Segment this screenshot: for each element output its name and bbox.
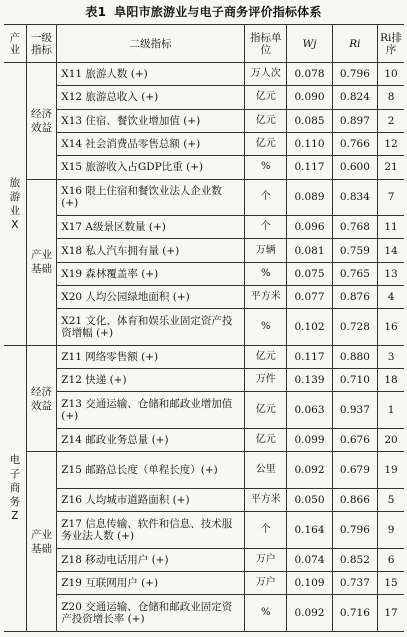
level1-cell: 经济效益 — [26, 63, 57, 180]
unit-cell: 个 — [245, 512, 287, 549]
unit-cell: % — [245, 309, 287, 346]
indicator-cell: Z15 邮路总长度（单程长度）(+) — [57, 452, 245, 489]
r-cell: 0.765 — [332, 262, 377, 285]
unit-cell: 个 — [245, 179, 287, 216]
table-row — [4, 488, 404, 511]
header-level2: 二级指标 — [57, 25, 245, 63]
weight-cell: 0.081 — [287, 239, 332, 262]
weight-cell: 0.102 — [287, 309, 332, 346]
table-caption — [0, 3, 407, 20]
indicator-cell: X12 旅游总收入 (+) — [57, 86, 245, 109]
indicator-cell: X17 A级景区数量 (+) — [57, 216, 245, 239]
weight-cell: 0.075 — [287, 262, 332, 285]
header-r: Ri — [332, 25, 377, 63]
weight-cell: 0.063 — [287, 392, 332, 429]
r-cell: 0.728 — [332, 309, 377, 346]
r-cell: 0.679 — [332, 452, 377, 489]
unit-cell: 公里 — [245, 452, 287, 489]
indicator-cell: Z18 移动电话用户 (+) — [57, 548, 245, 571]
table-row — [4, 86, 404, 109]
weight-cell: 0.077 — [287, 286, 332, 309]
unit-cell: 亿元 — [245, 132, 287, 155]
indicator-cell: X11 旅游人数 (+) — [57, 63, 245, 86]
r-cell: 0.600 — [332, 156, 377, 179]
rank-cell: 7 — [378, 179, 404, 216]
level1-cell: 产业基础 — [26, 179, 57, 345]
level1-cell: 经济效益 — [26, 345, 57, 451]
unit-cell: 万辆 — [245, 239, 287, 262]
table-row — [4, 369, 404, 392]
rank-cell: 2 — [378, 109, 404, 132]
indicator-cell: Z17 信息传输、软件和信息、技术服务业法人数 (+) — [57, 512, 245, 549]
indicator-cell: X18 私人汽车拥有量 (+) — [57, 239, 245, 262]
weight-cell: 0.090 — [287, 86, 332, 109]
r-cell: 0.716 — [332, 595, 377, 632]
table-row — [4, 179, 404, 216]
indicator-cell: X13 住宿、餐饮业增加值 (+) — [57, 109, 245, 132]
indicator-cell: Z16 人均城市道路面积 (+) — [57, 488, 245, 511]
unit-cell: 万人次 — [245, 63, 287, 86]
indicator-cell: Z20 交通运输、仓储和邮政业固定资产投资增长率 (+) — [57, 595, 245, 632]
weight-cell: 0.096 — [287, 216, 332, 239]
table-title: 阜阳市旅游业与电子商务评价指标体系 — [114, 5, 322, 19]
weight-cell: 0.092 — [287, 595, 332, 632]
table-row — [4, 571, 404, 594]
unit-cell: % — [245, 595, 287, 632]
unit-cell: 万户 — [245, 571, 287, 594]
rank-cell: 12 — [378, 132, 404, 155]
weight-cell: 0.099 — [287, 428, 332, 451]
r-cell: 0.937 — [332, 392, 377, 429]
weight-cell: 0.078 — [287, 63, 332, 86]
unit-cell: 亿元 — [245, 428, 287, 451]
rank-cell: 8 — [378, 86, 404, 109]
table-row — [4, 262, 404, 285]
r-cell: 0.876 — [332, 286, 377, 309]
industry-cell: 电子商务Z — [4, 345, 26, 631]
indicator-cell: Z12 快递 (+) — [57, 369, 245, 392]
indicator-cell: Z11 网络零售额 (+) — [57, 345, 245, 368]
header-industry: 产业 — [4, 25, 26, 63]
unit-cell: 平方米 — [245, 488, 287, 511]
r-cell: 0.880 — [332, 345, 377, 368]
unit-cell: 亿元 — [245, 345, 287, 368]
rank-cell: 15 — [378, 571, 404, 594]
rank-cell: 5 — [378, 488, 404, 511]
weight-cell: 0.074 — [287, 548, 332, 571]
weight-cell: 0.164 — [287, 512, 332, 549]
indicator-cell: X15 旅游收入占GDP比重 (+) — [57, 156, 245, 179]
r-cell: 0.737 — [332, 571, 377, 594]
unit-cell: 万户 — [245, 548, 287, 571]
header-weight: Wj — [287, 25, 332, 63]
unit-cell: 个 — [245, 216, 287, 239]
r-cell: 0.759 — [332, 239, 377, 262]
table-row — [4, 286, 404, 309]
header-unit: 指标单位 — [245, 25, 287, 63]
unit-cell: % — [245, 156, 287, 179]
weight-cell: 0.085 — [287, 109, 332, 132]
rank-cell: 14 — [378, 239, 404, 262]
weight-cell: 0.092 — [287, 452, 332, 489]
r-cell: 0.834 — [332, 179, 377, 216]
weight-cell: 0.117 — [287, 345, 332, 368]
unit-cell: 万件 — [245, 369, 287, 392]
indicator-cell: X20 人均公园绿地面积 (+) — [57, 286, 245, 309]
indicator-cell: X19 森林覆盖率 (+) — [57, 262, 245, 285]
table-row — [4, 109, 404, 132]
indicator-cell: X14 社会消费品零售总额 (+) — [57, 132, 245, 155]
r-cell: 0.796 — [332, 63, 377, 86]
indicator-cell: Z19 互联网用户 (+) — [57, 571, 245, 594]
header-level1: 一级指标 — [26, 25, 57, 63]
unit-cell: 亿元 — [245, 109, 287, 132]
rank-cell: 20 — [378, 428, 404, 451]
table-body — [4, 63, 404, 632]
rank-cell: 17 — [378, 595, 404, 632]
r-cell: 0.766 — [332, 132, 377, 155]
rank-cell: 4 — [378, 286, 404, 309]
weight-cell: 0.117 — [287, 156, 332, 179]
weight-cell: 0.109 — [287, 571, 332, 594]
table-row — [4, 63, 404, 86]
weight-cell: 0.139 — [287, 369, 332, 392]
r-cell: 0.852 — [332, 548, 377, 571]
table-number: 表1 — [85, 5, 107, 19]
unit-cell: % — [245, 262, 287, 285]
rank-cell: 6 — [378, 548, 404, 571]
rank-cell: 1 — [378, 392, 404, 429]
indicator-cell: Z13 交通运输、仓储和邮政业增加值 (+) — [57, 392, 245, 429]
rank-cell: 3 — [378, 345, 404, 368]
indicator-cell: Z14 邮政业务总量 (+) — [57, 428, 245, 451]
unit-cell: 亿元 — [245, 86, 287, 109]
table-row — [4, 428, 404, 451]
weight-cell: 0.110 — [287, 132, 332, 155]
table-row — [4, 548, 404, 571]
unit-cell: 亿元 — [245, 392, 287, 429]
table-row — [4, 392, 404, 429]
r-cell: 0.796 — [332, 512, 377, 549]
r-cell: 0.768 — [332, 216, 377, 239]
rank-cell: 18 — [378, 369, 404, 392]
rank-cell: 9 — [378, 512, 404, 549]
table-row — [4, 156, 404, 179]
rank-cell: 10 — [378, 63, 404, 86]
r-cell: 0.866 — [332, 488, 377, 511]
table-row — [4, 216, 404, 239]
table-row — [4, 512, 404, 549]
indicator-cell: X16 限上住宿和餐饮业法人企业数 (+) — [57, 179, 245, 216]
table-row — [4, 595, 404, 632]
rank-cell: 19 — [378, 452, 404, 489]
rank-cell: 16 — [378, 309, 404, 346]
indicator-table — [4, 24, 404, 632]
table-row — [4, 239, 404, 262]
weight-cell: 0.050 — [287, 488, 332, 511]
rank-cell: 13 — [378, 262, 404, 285]
weight-cell: 0.089 — [287, 179, 332, 216]
r-cell: 0.897 — [332, 109, 377, 132]
table-row — [4, 345, 404, 368]
rank-cell: 21 — [378, 156, 404, 179]
r-cell: 0.710 — [332, 369, 377, 392]
table-row — [4, 452, 404, 489]
r-cell: 0.676 — [332, 428, 377, 451]
industry-cell: 旅游业X — [4, 63, 26, 346]
unit-cell: 平方米 — [245, 286, 287, 309]
table-row — [4, 132, 404, 155]
indicator-cell: X21 文化、体育和娱乐业固定资产投资增幅 (+) — [57, 309, 245, 346]
header-rank: Ri排序 — [378, 25, 404, 63]
rank-cell: 11 — [378, 216, 404, 239]
level1-cell: 产业基础 — [26, 452, 57, 632]
header-row — [4, 25, 404, 63]
table-row — [4, 309, 404, 346]
r-cell: 0.824 — [332, 86, 377, 109]
